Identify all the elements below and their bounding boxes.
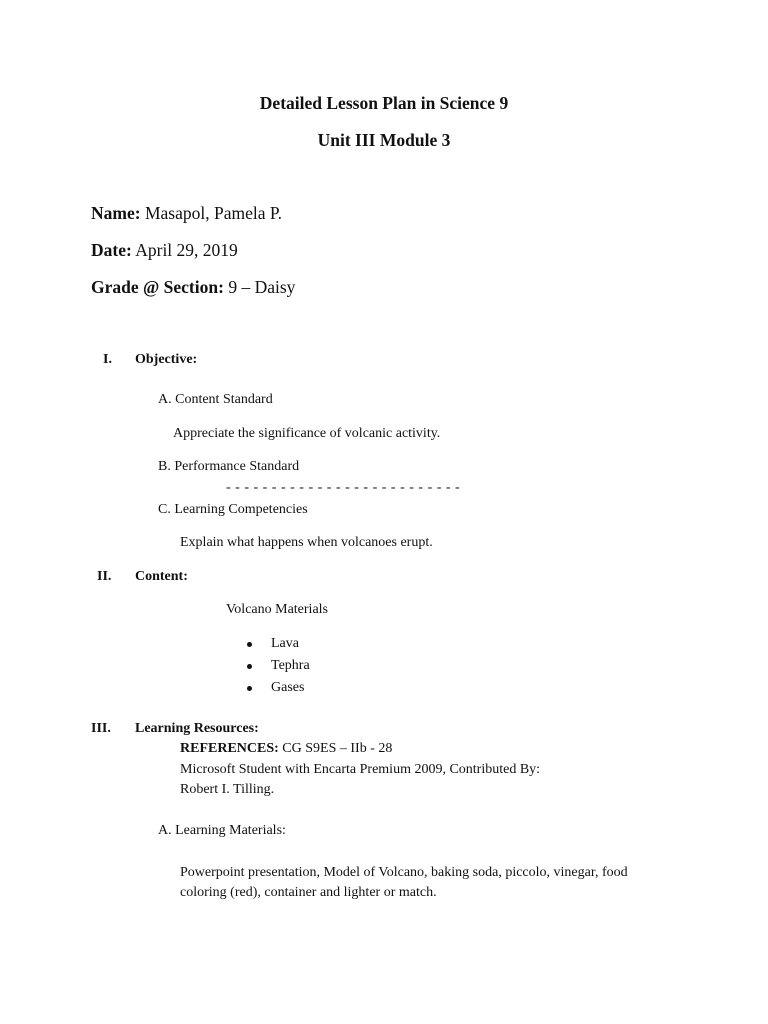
bullet-icon — [247, 664, 252, 669]
grade-section-value: 9 – Daisy — [228, 277, 296, 297]
name-label: Name: — [91, 203, 141, 223]
references-value: CG S9ES – IIb - 28 — [282, 741, 393, 756]
reference-author: Robert I. Tilling. — [180, 782, 275, 797]
date-row — [91, 240, 238, 261]
section-content-numeral: II. — [97, 569, 112, 584]
lesson-plan-title: Detailed Lesson Plan in Science 9 — [259, 93, 509, 113]
performance-standard-label: B. Performance Standard — [158, 459, 300, 474]
section-resources-title: Learning Resources: — [135, 721, 259, 736]
learning-materials-line1: Powerpoint presentation, Model of Volcano, baking soda, piccolo, vinegar, food — [180, 865, 628, 880]
name-value: Masapol, Pamela P. — [144, 203, 283, 223]
bullet-icon — [247, 642, 252, 647]
references-row — [180, 741, 392, 757]
date-label: Date: — [91, 240, 132, 260]
content-standard-text: Appreciate the significance of volcanic activity. — [173, 426, 441, 441]
learning-competencies-label: C. Learning Competencies — [158, 502, 308, 517]
section-resources-numeral: III. — [91, 721, 111, 736]
unit-module-title: Unit III Module 3 — [317, 130, 451, 150]
bullet-icon — [247, 686, 252, 691]
reference-source: Microsoft Student with Encarta Premium 2009, Contributed By: — [180, 762, 541, 777]
learning-materials-line2: coloring (red), container and lighter or match. — [180, 885, 437, 900]
section-objective-title: Objective: — [135, 352, 198, 367]
content-standard-label: A. Content Standard — [158, 392, 273, 407]
learning-materials-label: A. Learning Materials: — [158, 823, 286, 838]
grade-section-label: Grade @ Section: — [91, 277, 224, 297]
grade-section-row — [91, 277, 295, 298]
name-row — [91, 203, 282, 224]
learning-competencies-text: Explain what happens when volcanoes erupt. — [180, 535, 433, 550]
section-content-title: Content: — [135, 569, 188, 584]
performance-standard-placeholder: - - - - - - - - - - - - - - - - - - - - - - - - - - — [226, 480, 461, 495]
references-label: REFERENCES: — [180, 741, 279, 756]
section-objective-numeral: I. — [103, 352, 112, 367]
date-value: April 29, 2019 — [135, 240, 238, 260]
content-topic: Volcano Materials — [226, 602, 328, 617]
